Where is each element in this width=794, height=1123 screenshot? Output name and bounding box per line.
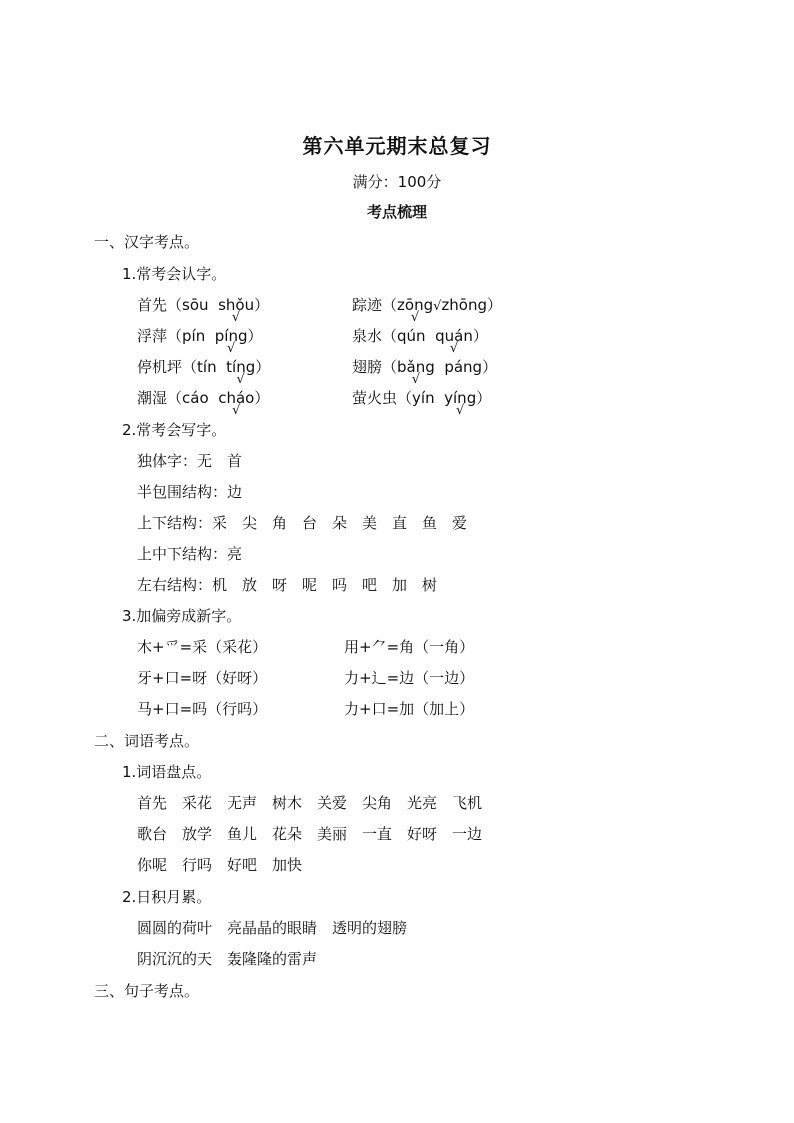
phrase-line: 阴沉沉的天 轰隆隆的雷声 xyxy=(137,950,318,968)
vocab-line: 首先 采花 无声 树木 关爱 尖角 光亮 飞机 xyxy=(137,794,483,812)
radical-item: 牙+口=呀（好呀） xyxy=(137,669,268,687)
pinyin-item: 泉水（qún quán √ ） xyxy=(352,327,488,356)
check-mark-icon: √ xyxy=(411,372,421,387)
radical-item: 马+口=吗（行吗） xyxy=(137,700,268,718)
pinyin-item: 停机坪（tín tíng √ ） xyxy=(137,358,271,387)
part3-heading: 三、句子考点。 xyxy=(94,982,200,1000)
writing-line: 独体字：无 首 xyxy=(137,452,243,470)
part2-sub2-heading: 2.日积月累。 xyxy=(122,888,212,906)
writing-line: 上下结构：采 尖 角 台 朵 美 直 鱼 爱 xyxy=(137,514,468,532)
part1-sub3-heading: 3.加偏旁成新字。 xyxy=(122,607,242,625)
writing-line: 半包围结构：边 xyxy=(137,483,243,501)
part2-sub1-heading: 1.词语盘点。 xyxy=(122,763,212,781)
part1-sub1-heading: 1.常考会认字。 xyxy=(122,265,227,283)
part1-heading: 一、汉字考点。 xyxy=(94,233,200,251)
section-heading: 考点梳理 xyxy=(366,203,427,221)
full-score: 满分：100分 xyxy=(352,173,442,191)
phrase-line: 圆圆的荷叶 亮晶晶的眼睛 透明的翅膀 xyxy=(137,919,408,937)
pinyin-item: 首先（sōu shǒu √ ） xyxy=(137,296,270,325)
check-mark-icon: √ xyxy=(449,341,459,356)
check-mark-icon: √ xyxy=(232,403,241,418)
part2-heading: 二、词语考点。 xyxy=(94,732,200,750)
check-mark-icon: √ xyxy=(236,372,245,387)
check-mark-icon: √ xyxy=(226,341,236,356)
page-title: 第六单元期末总复习 xyxy=(302,134,492,158)
writing-line: 左右结构：机 放 呀 呢 吗 吧 加 树 xyxy=(137,576,438,594)
radical-item: 木+爫=采（采花） xyxy=(137,638,268,656)
part1-sub2-heading: 2.常考会写字。 xyxy=(122,421,227,439)
vocab-line: 歌台 放学 鱼儿 花朵 美丽 一直 好呀 一边 xyxy=(137,825,483,843)
radical-item: 用+⺈=角（一角） xyxy=(344,638,475,656)
pinyin-item: 潮湿（cáo cháo √ ） xyxy=(137,389,270,418)
radical-item: 力+辶=边（一边） xyxy=(344,669,475,687)
writing-line: 上中下结构：亮 xyxy=(137,545,243,563)
check-mark-icon: √ xyxy=(456,403,465,418)
radical-item: 力+口=加（加上） xyxy=(344,700,475,718)
check-mark-icon: √ xyxy=(433,299,442,314)
check-mark-icon: √ xyxy=(410,310,420,325)
vocab-line: 你呢 行吗 好吧 加快 xyxy=(137,856,303,874)
pinyin-item: 萤火虫（yín yíng √ ） xyxy=(352,389,492,418)
check-mark-icon: √ xyxy=(231,310,241,325)
pinyin-item: 踪迹（zōng √ √zhōng） xyxy=(352,296,503,325)
pinyin-item: 翅膀（bǎng √ páng） xyxy=(352,358,498,387)
pinyin-item: 浮萍（pín píng √ ） xyxy=(137,327,263,356)
